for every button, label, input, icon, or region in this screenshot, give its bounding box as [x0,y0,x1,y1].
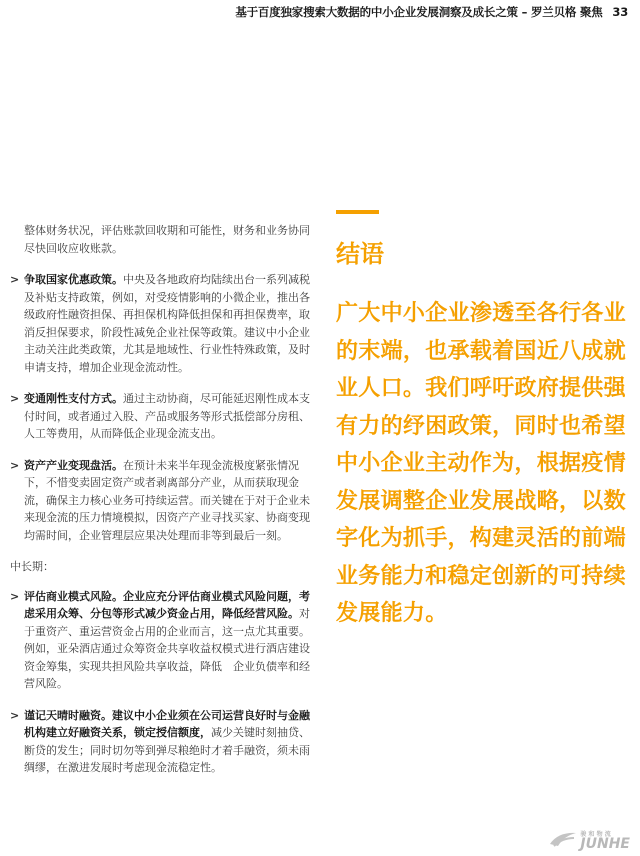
conclusion-title: 结语 [336,240,384,268]
bullet-text: 中央及各地政府均陆续出台一系列减税及补贴支持政策，例如，对受疫情影响的小微企业，推出各级政府性融资担保、再担保机构降低担保和再担保费率，取消反担保要求，阶段性减免企业社保等政策。建议中小企业主动关注此类政策，尤其是地域性、行业性特殊政策，及时申请支持，增加企业现金流动性。 [24,273,310,374]
bullet-heading: 变通刚性支付方式。 [24,392,123,405]
bullet-item [10,707,320,777]
left-column [10,222,320,791]
bullet-item [10,457,320,545]
bullet-heading: 谨记天晴时融资。建议中小企业须在公司运营良好时与金融机构建立好融资关系，锁定授信额度， [24,708,310,739]
bullet-text: 减少关键时刻抽贷、断贷的发生；同时切勿等到弹尽粮绝时才着手融资，须未雨绸缪，在激进发展时考虑现金流稳定性。 [24,726,310,774]
bullet-marker: > [10,589,20,603]
bullet-text: 对于重资产、重运营资金占用的企业而言，这一点尤其重要。例如，亚朵酒店通过众筹资金共享收益权模式进行酒店建设资金筹集，实现共担风险共享收益，降低 企业负债率和经营风险。 [24,607,310,690]
bullet-text: 通过主动协商，尽可能延迟刚性成本支付时间，或者通过入股、产品或服务等形式抵偿部分房租、人工等费用，从而降低企业现金流支出。 [24,392,310,440]
bullet-marker: > [10,392,20,405]
bullet-item [10,390,320,443]
bullet-item [10,271,320,376]
bullet-marker: > [10,708,20,722]
continued-paragraph: 整体财务状况，评估账款回收期和可能性，财务和业务协同尽快回收应收账款。 [24,224,310,255]
bullet-marker: > [10,273,20,286]
bullet-heading: 评估商业模式风险。企业应充分评估商业模式风险问题，考虑采用众筹、分包等形式减少资金占用，降低经营风险。 [24,589,310,620]
conclusion-body: 广大中小企业渗透至各行各业的末端，也承载着国近八成就业人口。我们呼吁政府提供强有力的纾困政策，同时也希望中小企业主动作为，根据疫情发展调整企业发展战略，以数字化为抓手，构建灵活的前端业务能力和稳定创新的可持续发展能力。 [336,301,626,626]
watermark-text: JUNHE [580,836,630,852]
accent-rule [336,210,379,214]
page-header [180,4,628,20]
section-label-long-term: 中长期： [10,560,54,573]
bullet-heading: 争取国家优惠政策。 [24,273,123,286]
conclusion-column [336,210,632,633]
bullet-item [10,588,320,693]
watermark-logo [548,829,630,852]
page-number: 33 [612,5,628,19]
bullet-text: 在预计未来半年现金流极度紧张情况下，不惜变卖固定资产或者剥离部分产业，从而获取现金流，确保主力核心业务可持续运营。而关键在于对于企业未来现金流的压力情境模拟，因资产产业寻找买家、协商变现均需时间，企业管理层应果决处理而非等到最后一刻。 [24,458,310,542]
bullet-heading: 资产产业变现盘活。 [24,458,123,472]
bullet-marker: > [10,458,20,472]
header-title: 基于百度独家搜索大数据的中小企业发展洞察及成长之策 – 罗兰贝格 聚焦 [235,5,603,19]
watermark-swoosh-icon [548,830,578,852]
watermark-small-text: 骏 和 物 流 [580,831,611,838]
